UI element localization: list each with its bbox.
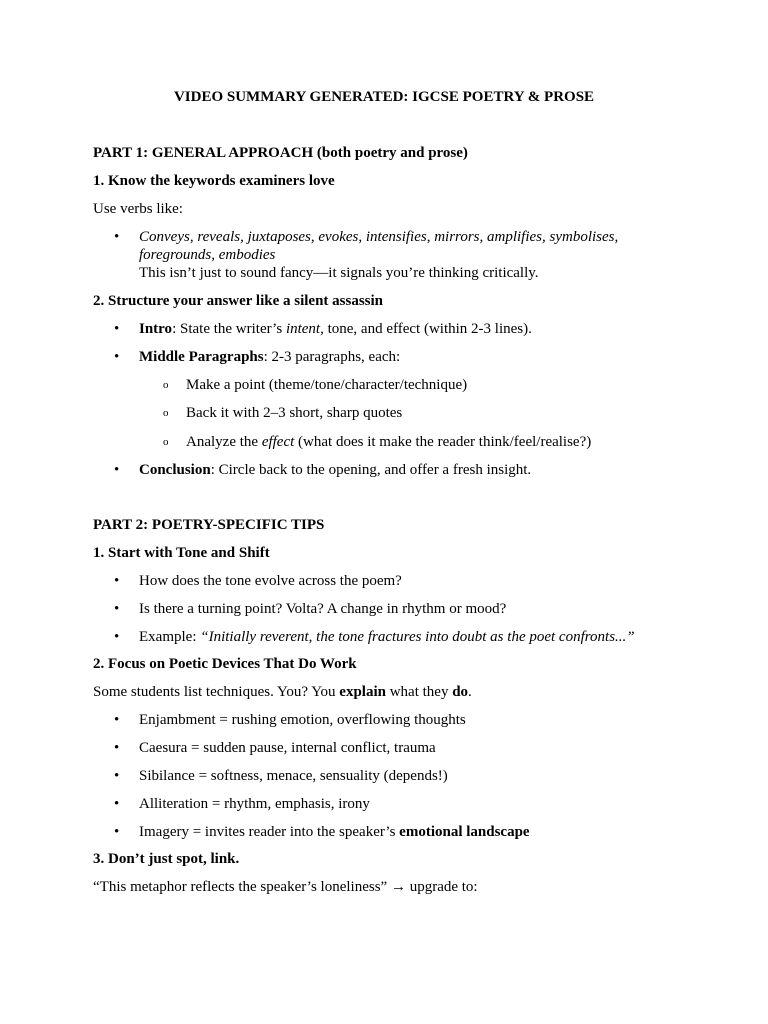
part1-s2-heading: 2. Structure your answer like a silent assassin — [93, 293, 384, 309]
bullet-marker: • — [114, 229, 120, 245]
bullet-marker: • — [114, 768, 120, 784]
device-item-1: Enjambment = rushing emotion, overflowing thoughts — [139, 712, 466, 728]
part1-s1-intro: Use verbs like: — [93, 201, 183, 217]
device-item-3: Sibilance = softness, menace, sensuality (depends!) — [139, 768, 448, 784]
sub3-text-a: Analyze the — [186, 434, 262, 450]
bullet-marker: • — [114, 573, 120, 589]
sub-bullet-marker: o — [163, 379, 169, 391]
part2-s1-heading: 1. Start with Tone and Shift — [93, 545, 270, 561]
device-item-4: Alliteration = rhythm, emphasis, irony — [139, 796, 370, 812]
bullet-marker: • — [114, 349, 120, 365]
tone-item-2: Is there a turning point? Volta? A change in rhythm or mood? — [139, 601, 507, 617]
verbs-note: This isn’t just to sound fancy—it signals you’re thinking critically. — [139, 265, 539, 281]
imagery-emphasis: emotional landscape — [399, 824, 530, 840]
list-item-conclusion — [139, 461, 531, 479]
verbs-line-1 — [139, 228, 618, 246]
sub3-text-b: (what does it make the reader think/feel/realise?) — [294, 434, 592, 450]
intro-text-b: , tone, and effect (within 2-3 lines). — [320, 321, 532, 337]
list-item-middle — [139, 348, 400, 366]
part2-s3-heading: 3. Don’t just spot, link. — [93, 851, 240, 867]
s2-do: do — [452, 684, 469, 700]
bullet-marker: • — [114, 321, 120, 337]
bullet-marker: • — [114, 824, 120, 840]
s2-period: . — [468, 684, 472, 700]
example-quote: “Initially reverent, the tone fractures into doubt as the poet confronts...” — [200, 629, 635, 645]
bullet-marker: • — [114, 629, 120, 645]
s2-explain: explain — [339, 684, 386, 700]
verbs-line-2 — [139, 246, 275, 264]
list-item-intro — [139, 320, 532, 338]
verbs-text-1: Conveys, reveals, juxtaposes, evokes, intensifies, mirrors, amplifies, symbolises, — [139, 229, 619, 245]
sub-bullet-marker: o — [163, 407, 169, 419]
bullet-marker: • — [114, 740, 120, 756]
middle-label: Middle Paragraphs — [139, 349, 264, 365]
bullet-marker: • — [114, 796, 120, 812]
bullet-marker: • — [114, 712, 120, 728]
intro-label: Intro — [139, 321, 173, 337]
sub-item-3 — [186, 433, 591, 451]
device-item-5 — [139, 823, 530, 841]
device-item-2: Caesura = sudden pause, internal conflict, trauma — [139, 740, 436, 756]
tone-item-3 — [139, 628, 635, 646]
bullet-marker: • — [114, 601, 120, 617]
verbs-text-2: foregrounds, embodies — [139, 247, 276, 263]
sub3-emphasis: effect — [261, 434, 295, 450]
part2-s2-intro — [93, 683, 708, 701]
intro-text-a: : State the writer’s — [172, 321, 286, 337]
part1-s1-heading: 1. Know the keywords examiners love — [93, 173, 335, 189]
sub-item-1: Make a point (theme/tone/character/technique) — [186, 377, 468, 393]
document-title: VIDEO SUMMARY GENERATED: IGCSE POETRY & PROSE — [173, 89, 595, 105]
part2-s3-text: “This metaphor reflects the speaker’s loneliness” → upgrade to: — [93, 879, 478, 895]
imagery-text: Imagery = invites reader into the speaker’s — [139, 824, 400, 840]
sub-bullet-marker: o — [163, 436, 169, 448]
s2-text-a: Some students list techniques. You? You — [93, 684, 340, 700]
sub-item-2: Back it with 2–3 short, sharp quotes — [186, 405, 403, 421]
bullet-marker: • — [114, 462, 120, 478]
s2-text-c: what they — [385, 684, 453, 700]
tone-item-1: How does the tone evolve across the poem? — [139, 573, 402, 589]
part1-heading: PART 1: GENERAL APPROACH (both poetry and prose) — [93, 145, 468, 161]
example-label: Example: — [139, 629, 201, 645]
part2-s2-heading: 2. Focus on Poetic Devices That Do Work — [93, 656, 357, 672]
part2-heading: PART 2: POETRY-SPECIFIC TIPS — [93, 517, 325, 533]
conclusion-text: : Circle back to the opening, and offer a fresh insight. — [210, 462, 532, 478]
intro-emphasis: intent — [285, 321, 321, 337]
middle-text: : 2-3 paragraphs, each: — [263, 349, 401, 365]
conclusion-label: Conclusion — [139, 462, 211, 478]
